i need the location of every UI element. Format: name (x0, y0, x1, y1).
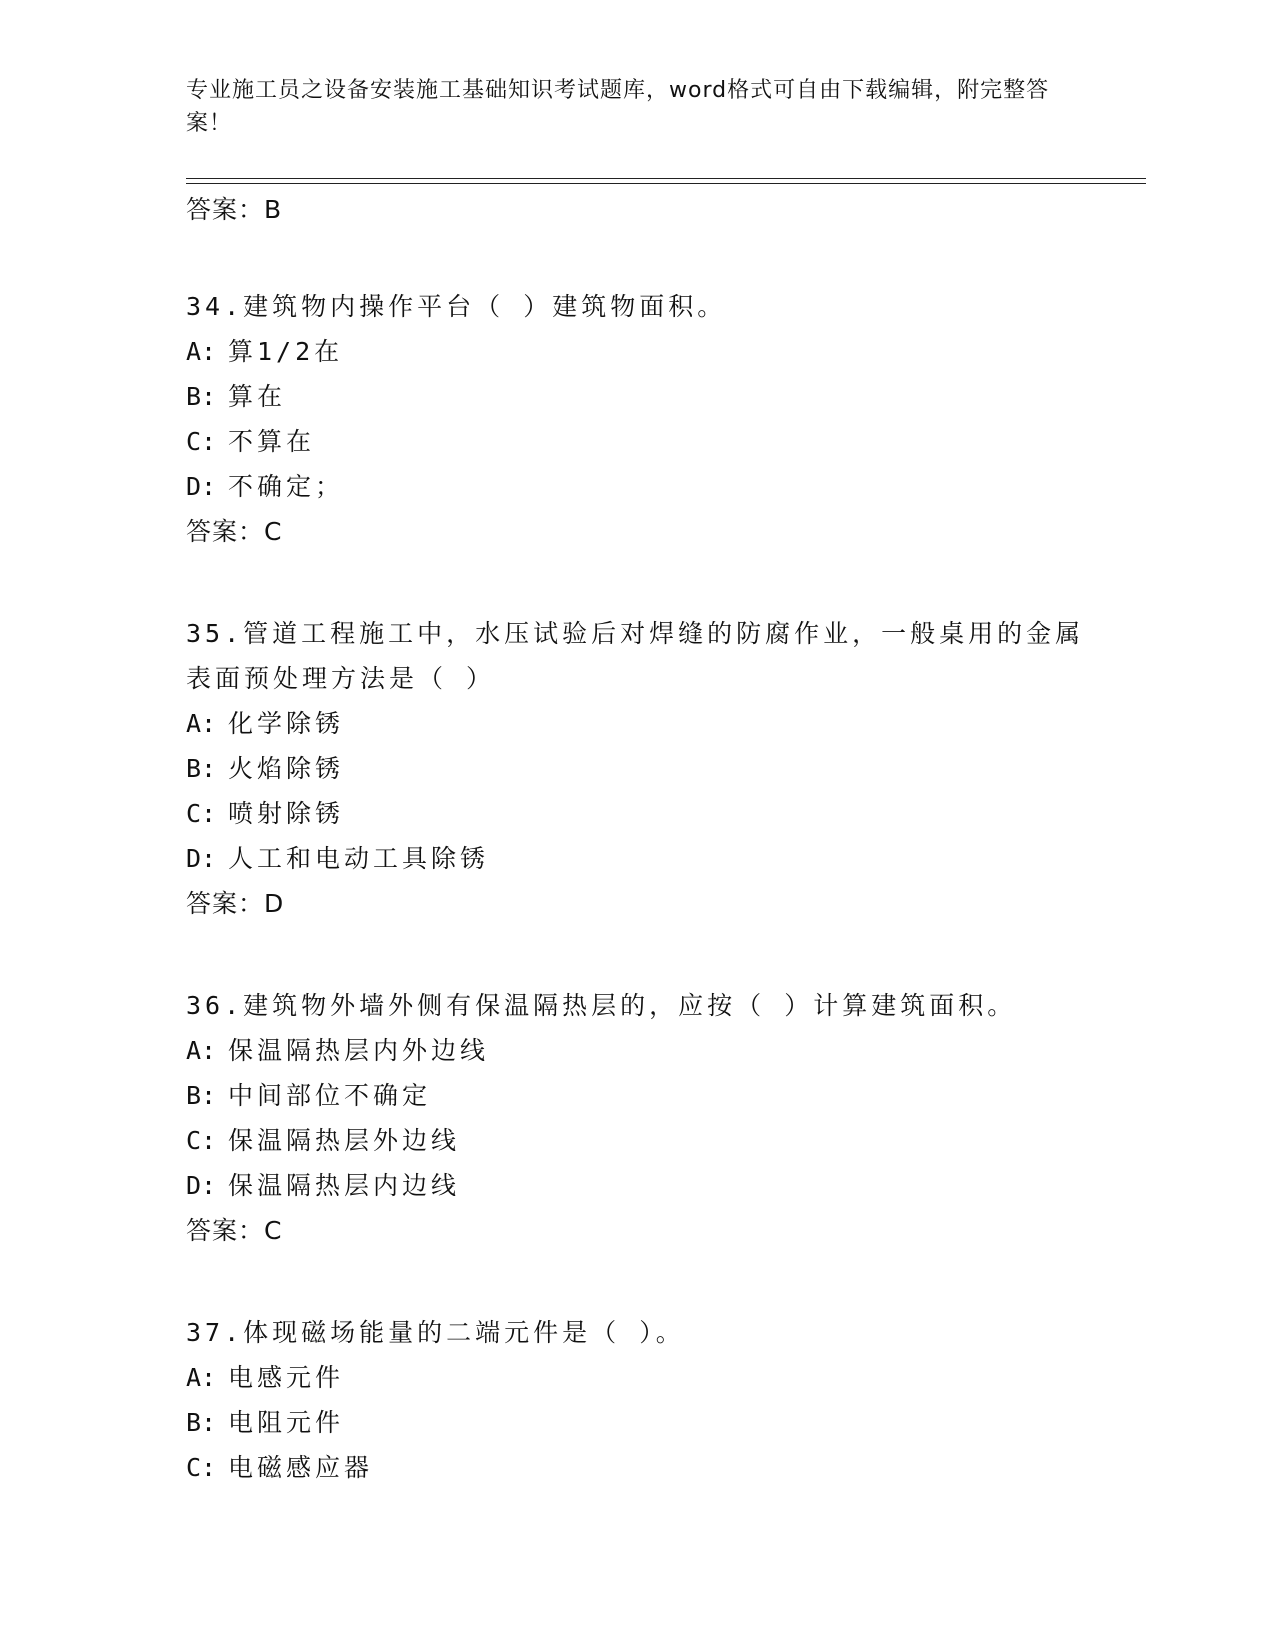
option-text: 化学除锈 (228, 709, 345, 738)
question-text: 37.体现磁场能量的二端元件是（ ）。 (186, 1318, 685, 1347)
option-label: A: (186, 337, 217, 366)
question-36 (186, 983, 1086, 1253)
option-label: A: (186, 709, 217, 738)
option-text: 喷射除锈 (228, 799, 345, 828)
option-text: 电感元件 (228, 1363, 345, 1392)
answer-text: 答案：D (186, 889, 285, 918)
question-35 (186, 611, 1086, 926)
option-text: 不算在 (228, 427, 316, 456)
option-label: B: (186, 1081, 217, 1110)
option-text: 电磁感应器 (228, 1453, 374, 1482)
option-label: C: (186, 427, 217, 456)
option-text: 不确定； (228, 472, 345, 501)
option-d (186, 1163, 1086, 1208)
question-text: 34.建筑物内操作平台（ ）建筑物面积。 (186, 292, 727, 321)
answer-text: 答案：C (186, 1216, 283, 1245)
option-label: A: (186, 1363, 217, 1392)
option-text: 算1/2在 (228, 337, 344, 366)
option-label: D: (186, 472, 217, 501)
option-a (186, 329, 1086, 374)
question-text: 35.管道工程施工中，水压试验后对焊缝的防腐作业，一般桌用的金属表面预处理方法是（ ） (186, 619, 1085, 693)
option-c (186, 1445, 1086, 1490)
answer-text: 答案：B (186, 195, 283, 224)
option-c (186, 791, 1086, 836)
option-c (186, 419, 1086, 464)
option-label: B: (186, 754, 217, 783)
option-text: 保温隔热层外边线 (228, 1126, 461, 1155)
option-text: 保温隔热层内外边线 (228, 1036, 490, 1065)
option-a (186, 1355, 1086, 1400)
option-label: C: (186, 799, 217, 828)
option-b (186, 1073, 1086, 1118)
question-34 (186, 284, 1086, 554)
question-37 (186, 1310, 1086, 1490)
option-d (186, 836, 1086, 881)
option-label: D: (186, 1171, 217, 1200)
header-rule-top (186, 178, 1146, 179)
option-b (186, 1400, 1086, 1445)
option-a (186, 1028, 1086, 1073)
document-body (186, 190, 1086, 1490)
option-text: 保温隔热层内边线 (228, 1171, 461, 1200)
answer-text: 答案：C (186, 517, 283, 546)
option-a (186, 701, 1086, 746)
option-b (186, 746, 1086, 791)
document-header: 专业施工员之设备安装施工基础知识考试题库，word格式可自由下载编辑，附完整答案！ (186, 78, 1050, 136)
option-text: 算在 (228, 382, 287, 411)
question-text: 36.建筑物外墙外侧有保温隔热层的，应按（ ）计算建筑面积。 (186, 991, 1017, 1020)
option-label: C: (186, 1126, 217, 1155)
option-b (186, 374, 1086, 419)
option-text: 中间部位不确定 (228, 1081, 432, 1110)
option-text: 人工和电动工具除锈 (228, 844, 490, 873)
option-label: D: (186, 844, 217, 873)
option-label: A: (186, 1036, 217, 1065)
option-c (186, 1118, 1086, 1163)
header-rule-bottom (186, 183, 1146, 184)
option-label: B: (186, 1408, 217, 1437)
option-text: 电阻元件 (228, 1408, 345, 1437)
option-label: B: (186, 382, 217, 411)
option-text: 火焰除锈 (228, 754, 345, 783)
option-d (186, 464, 1086, 509)
option-label: C: (186, 1453, 217, 1482)
